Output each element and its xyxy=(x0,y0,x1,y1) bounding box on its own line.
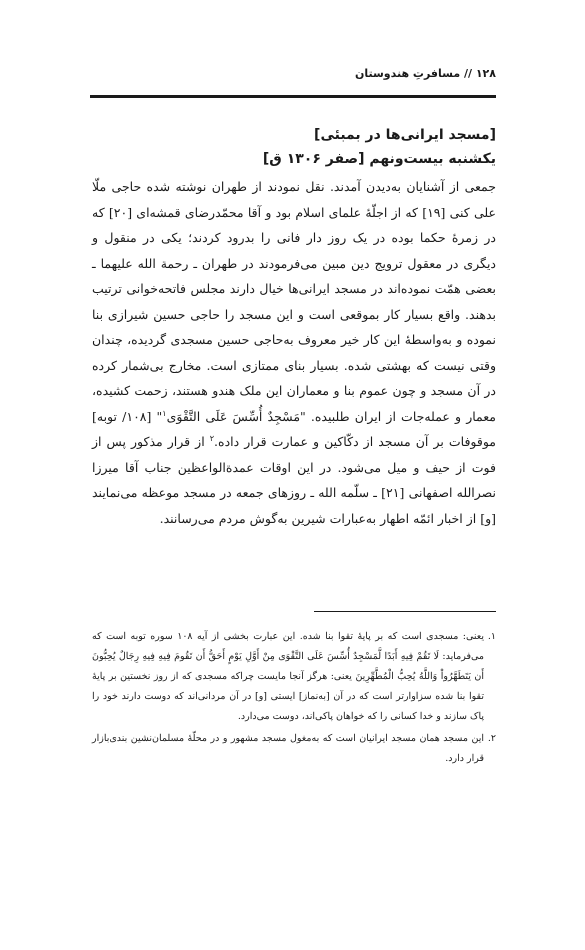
header-rule xyxy=(90,95,496,98)
footnote-text: یعنی: مسجدی است که بر پایهٔ تقوا بنا شده. این عبارت بخشی از آیه ۱۰۸ سوره توبه است که می‌فرماید: لَا تَقُمْ فِيهِ أَبَدًا لَّمَسْجِدٌ أُسِّسَ عَلَى التَّقْوَى مِنْ أَوَّلِ يَوْمٍ أَحَقُّ أَن تَقُومَ فِيهِ فِيهِ رِجَالٌ يُحِبُّونَ أَن يَتَطَهَّرُواْ وَاللَّهُ يُحِبُّ الْمُطَّهِّرِينَ یعنی: هرگز آنجا مایست چراکه مسجدی که از روز نخستین بر پایهٔ تقوا بنا شده سزاوارتر است که در آن [به‌نماز] ایستی [و] در آن مردانی‌اند که دوست دارند خود را پاک سازند و خدا کسانی را که خواهان پاکی‌اند، دوست می‌دارد. xyxy=(92,631,484,722)
footnote-number: ۱. xyxy=(487,631,496,642)
footnote-2 xyxy=(92,729,496,769)
body-text-part-2: " [۱۰۸/ توبه] موقوفات بر آن مسجد از دکّاکین و عمارت قرار داده. xyxy=(92,408,497,449)
footnote-text: این مسجد همان مسجد ایرانیان است که به‌مغول مسجد مشهور و در محلّهٔ مسلمان‌نشین بندی‌بازار قرار دارد. xyxy=(92,733,484,764)
body-text-part-1: جمعی از آشنایان به‌دیدن آمدند. نقل نمودند از طهران نوشته شده حاجی ملّا علی کنی [۱۹] که از اجلّهٔ علمای اسلام بود و آقا محمّدرضای قمشه‌ای [۲۰] که در زمرهٔ حکما بوده در یک روز دار فانی را بدرود کردند؛ یکی در منقول و دیگری در معقول ترویج دین مبین می‌فرمودند در طهران ـ رحمة الله علیهما ـ بعضی همّت نموده‌اند در مسجد ایرانی‌ها خیال دارند مجلس فاتحه‌خوانی ترتیب بدهند. واقع بسیار کار بموقعی است و این مسجد را حاجی حسین شیرازی بنا نموده و به‌واسطهٔ این کار خیر معروف به‌حاجی حسین مسجدی گردیده، چندان وقتی نیست که بهشتی شده. بسیار بنای ممتازی است. مخارج بی‌شمار کرده در آن مسجد و چون عموم بنا و معماران این ملک هندو هستند، زحمت کشیده، معمار و عمله‌جات از ایران طلبیده. xyxy=(92,179,496,424)
footnote-ref-1[interactable]: ۱ xyxy=(162,408,167,418)
footnote-separator xyxy=(314,611,496,612)
footnote-1 xyxy=(92,627,496,727)
body-paragraph xyxy=(92,174,496,531)
running-header: ۱۲۸ // مسافرتِ هندوستان xyxy=(354,67,496,80)
footnote-ref-2[interactable]: ۲ xyxy=(209,433,215,443)
section-title: [مسجد ایرانی‌ها در بمبئی] xyxy=(314,127,496,143)
quran-quote: "مَسْجِدٌ أُسِّسَ عَلَى التَّقْوَى xyxy=(166,408,306,424)
section-date: یکشنبه بیست‌ونهم [صفر ۱۳۰۶ ق] xyxy=(262,151,496,167)
footnote-number: ۲. xyxy=(487,733,496,744)
body-text-part-3: از قرار مذکور پس از فوت از حیف و میل می‌شود. در این اوقات عمدةالواعظین جناب آقا میرزا نصرالله اصفهانی [۲۱] ـ سلّمه الله ـ روزهای جمعه در مسجد موعظه می‌نمایند [و] از اخبار ائمّه اطهار به‌عبارات شیرین به‌گوش مردم می‌رسانند. xyxy=(92,434,496,526)
footnotes xyxy=(92,627,496,771)
